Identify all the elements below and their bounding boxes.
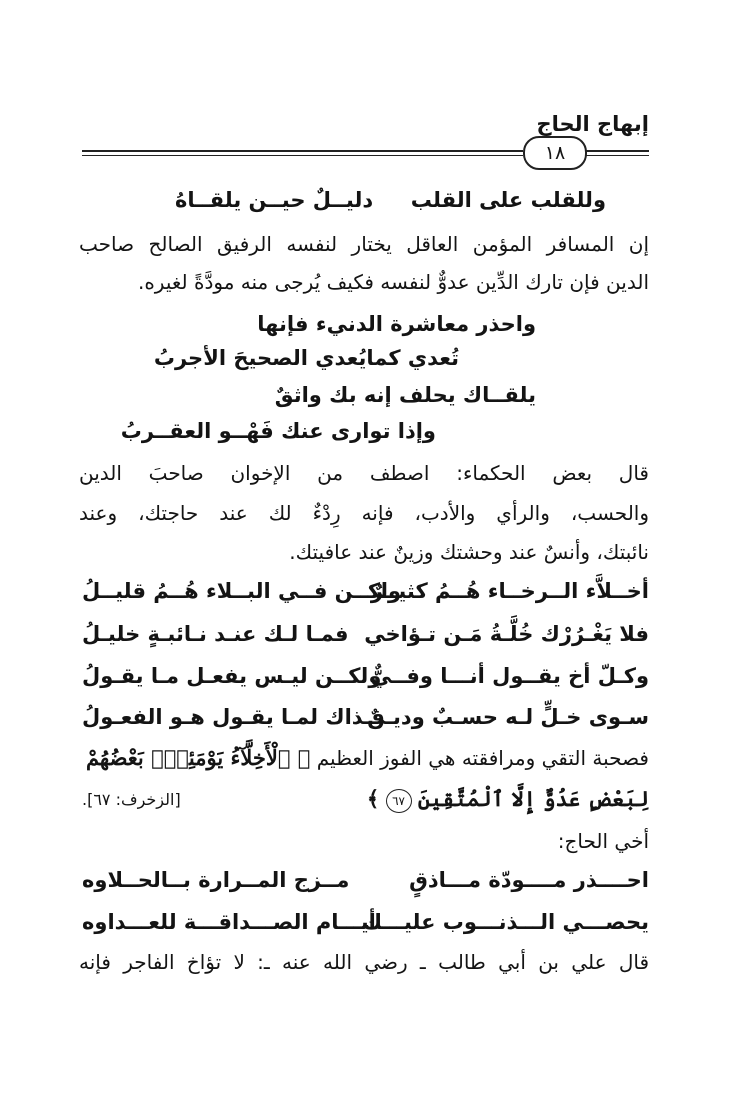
header-rule-right-thin bbox=[585, 155, 649, 156]
para3-line1 bbox=[86, 745, 649, 770]
couplet4-left: فـذاك لمـا يقـول هـو الفعـولُ bbox=[82, 705, 385, 729]
couplet6-right: يحصـــي الـــذنـــوب عليـــك bbox=[362, 910, 649, 934]
page-number: ١٨ bbox=[523, 136, 587, 170]
poem1-line2: تُعدي كمايُعدي الصحيحَ الأجربُ bbox=[153, 346, 459, 370]
quran-verse-part1: ﴿ ٱلْأَخِلَّآءُ يَوْمَئِذِۭ بَعْضُهُمْ bbox=[85, 745, 311, 770]
couplet3-right: وكـلّ أخ يقــول أنـــا وفــيٌّ bbox=[370, 664, 649, 688]
para2-line2: والحسب، والرأي والأدب، فإنه رِدْءٌ لك عند حاجتك، وعند bbox=[79, 501, 649, 525]
quran-reference: [الزخرف: ٦٧]. bbox=[82, 790, 181, 809]
quran-verse-part2: لِبَعْضٍ عَدُوٌّ إِلَّا ٱلْمُتَّقِينَ bbox=[417, 786, 649, 811]
couplet2-right: فلا يَغْـرُرْك خُلَّـةُ مَـن تـؤاخي bbox=[364, 622, 649, 646]
para2-line1: قال بعض الحكماء: اصطف من الإخوان صاحبَ الدين bbox=[79, 461, 649, 485]
para3-text: فصحبة التقي ومرافقته هي الفوز العظيم bbox=[316, 746, 649, 770]
akhi-heading: أخي الحاج: bbox=[557, 829, 649, 853]
verse1-left: دليــلٌ حيــن يلقــاهُ bbox=[175, 188, 374, 212]
couplet2-left: فمـا لـك عنـد نـائبـةٍ خليـلُ bbox=[82, 622, 349, 646]
couplet5-right: احــــذر مــــودّة مـــاذقٍ bbox=[409, 868, 649, 892]
couplet5-left: مــزج المــرارة بــالحــلاوه bbox=[82, 868, 350, 892]
header-rule-right bbox=[585, 150, 649, 152]
quran-close-bracket: ﴾ bbox=[366, 786, 380, 811]
poem1-line1: واحذر معاشرة الدنيء فإنها bbox=[257, 312, 536, 336]
poem1-line3: يلقــاك يحلف إنه بك واثقٌ bbox=[274, 383, 536, 407]
couplet6-left: أيـــام الصـــداقـــة للعـــداوه bbox=[82, 910, 376, 934]
couplet1-right: أخــلاَّء الــرخــاء هُــمُ كثيــرٌ bbox=[370, 579, 649, 603]
header-rule-left-thin bbox=[82, 155, 523, 156]
ayah-number-marker: ٦٧ bbox=[386, 789, 412, 813]
couplet3-left: ولكــن ليـس يفعـل مـا يقـولُ bbox=[82, 664, 382, 688]
verse1-right: وللقلب على القلب bbox=[410, 188, 606, 212]
couplet1-left: ولكــن فــي البــلاء هُــمُ قليــلُ bbox=[82, 579, 402, 603]
last-line: قال علي بن أبي طالب ـ رضي الله عنه ـ: لا تؤاخ الفاجر فإنه bbox=[79, 950, 649, 974]
para1-line2: الدين فإن تارك الدِّين عدوٌّ لنفسه فكيف يُرجى منه مودَّةً لغيره. bbox=[137, 270, 649, 294]
poem1-line4: وإذا توارى عنك فَهْــو العقــربُ bbox=[120, 419, 436, 443]
book-title: إبهاج الحاج bbox=[536, 112, 649, 136]
para1-line1: إن المسافر المؤمن العاقل يختار لنفسه الرفيق الصالح صاحب bbox=[79, 232, 649, 256]
couplet4-right: سـوى خـلٍّ لـه حسـبٌ وديـنٌ bbox=[366, 705, 649, 729]
para2-line3: نائبتك، وأنسٌ عند وحشتك وزينٌ عند عافيتك. bbox=[289, 540, 649, 564]
para3-line2 bbox=[367, 786, 649, 813]
header-rule-left bbox=[82, 150, 523, 152]
